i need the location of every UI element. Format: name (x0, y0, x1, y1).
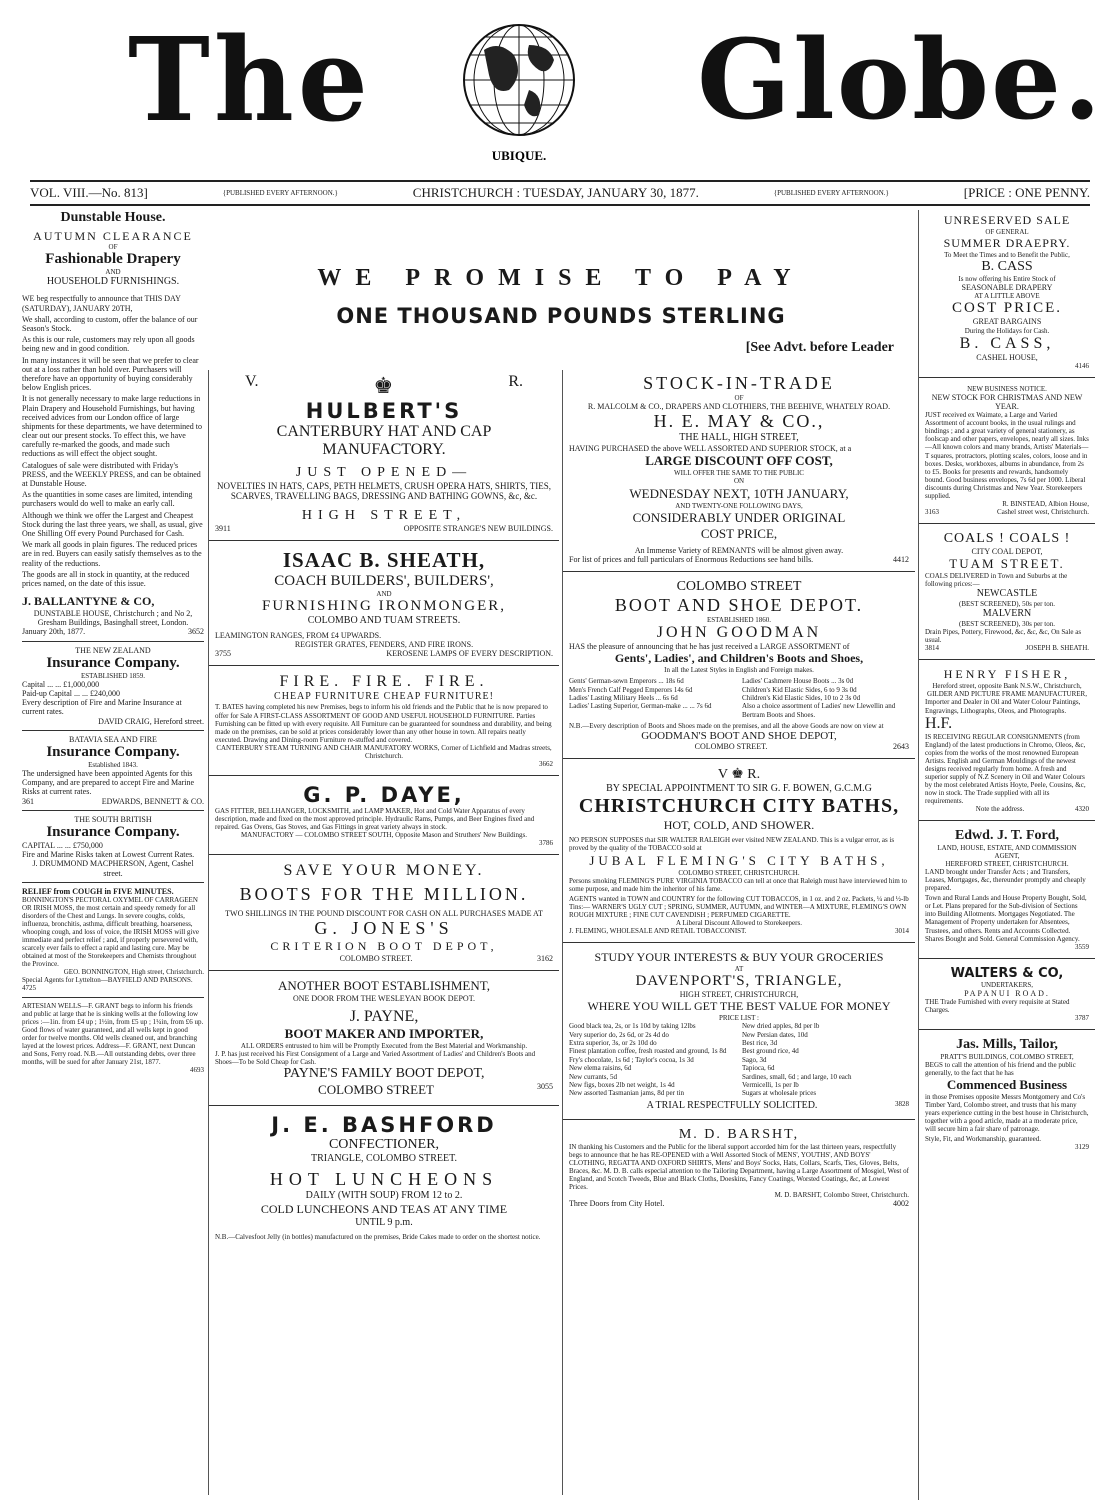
globe-icon (444, 15, 594, 165)
nz-established: ESTABLISHED 1859. (81, 671, 145, 680)
sheath-line: LEAMINGTON RANGES, FROM £4 UPWARDS. (215, 630, 382, 640)
batavia-body: The undersigned have been appointed Agents for this Company, and are prepared to accept Fire and Marine Risks at current rates. (22, 769, 195, 797)
south-british-heading: THE SOUTH BRITISH (74, 814, 152, 824)
payne-title: J. PAYNE, (349, 1007, 419, 1025)
daye-body: GAS FITTER, BELLHANGER, LOCKSMITH, and LAMP MAKER, Hot and Cold Water Apparatus of every description, made and fixed on the most approved principle. Hydraulic Rams, Pumps, and Beer Engines fixed and repaired. Gas Ovens, Gas Stoves, and Gas Fittings in great variety always in stock. (215, 806, 535, 831)
hot-luncheons: HOT LUNCHEONS (269, 1168, 499, 1189)
published-note: {PUBLISHED EVERY AFTERNOON.} (222, 188, 338, 197)
cough-agent: GEO. BONNINGTON, High street, Christchurch. (63, 968, 204, 977)
grocery-item: Vermicelli, 1s per lb (742, 1080, 799, 1089)
hulbert-subtitle: CANTERBURY HAT AND CAP MANUFACTORY. (276, 423, 492, 458)
ford-title: Edwd. J. T. Ford, (954, 828, 1060, 844)
cough-body: BONNINGTON'S PECTORAL OXYMEL OF CARRAGEEN OR IRISH MOSS, the most certain and speedy remedy for all disorders of the Chest and Lungs. In severe coughs, colds, influenza, bronchitis, asthma, difficult breathing, hoarseness, whooping cough, and loss of voice, the IRISH MOSS will give immediate and perfect relief ; and, if properly persevered with, scarcely ever fails to effect a rapid and lasting cure. May be obtained at most of the Storekeepers and Chemists throughout the Province. (22, 895, 199, 969)
at-label: AT (734, 964, 744, 973)
boots-million: BOOTS FOR THE MILLION. (239, 884, 529, 905)
goodman-title: JOHN GOODMAN (656, 623, 822, 641)
volume: VOL. VIII.—No. 813] (30, 185, 148, 200)
just-opened: JUST OPENED— (295, 465, 473, 480)
fleming-sig: J. FLEMING, WHOLESALE AND RETAIL TOBACCONIST. (569, 926, 747, 935)
grocery-item: Sugars at wholesale prices (742, 1089, 817, 1098)
price-item: Children's Kid Elastic Sides, 10 to 2 3s 0d (742, 694, 861, 702)
batavia-title: Insurance Company. (46, 744, 180, 761)
fire-sub: CHEAP FURNITURE CHEAP FURNITURE! (274, 691, 494, 703)
seasonable-drapery: SEASONABLE DRAPERY (961, 283, 1053, 293)
drain-pipes: Drain Pipes, Pottery, Firewood, &c, &c, &c, On Sale as usual. (925, 628, 1082, 645)
malvern: MALVERN (982, 608, 1032, 620)
may-address: THE HALL, HIGH STREET, (679, 432, 799, 444)
commenced-business: Commenced Business (946, 1077, 1068, 1093)
body-para: As the quantities in some cases are limited, intending purchasers would do well to make an early call. (22, 490, 193, 509)
barsht-title: M. D. BARSHT, (678, 1126, 800, 1142)
motto: UBIQUE. (491, 148, 547, 163)
tuam-street: TUAM STREET. (949, 556, 1065, 572)
mills-body: BEGS to call the attention of his friend and the public generally, to the fact that he has (925, 1061, 1076, 1078)
body-para: WE beg respectfully to announce that THIS DAY (SATURDAY), JANUARY 20TH, (22, 294, 181, 313)
grocery-item: Good black tea, 2s, or 1s 10d by taking 12lbs (569, 1022, 696, 1031)
new-stock: NEW STOCK FOR CHRISTMAS AND NEW YEAR. (931, 392, 1083, 412)
price-list: PRICE LIST : (719, 1014, 759, 1023)
ford-address: HEREFORD STREET, CHRISTCHURCH. (945, 860, 1069, 869)
may-body: HAVING PURCHASED the above WELL ASSORTED AND SUPERIOR STOCK, at a (569, 444, 852, 454)
sheath-subtitle: COACH BUILDERS', BUILDERS', (274, 572, 494, 589)
dateline (30, 180, 1090, 206)
boot-shoe-depot: BOOT AND SHOE DEPOT. (614, 594, 864, 615)
fisher-body: Importer and Dealer in Oil and Water Colour Paintings, Engravings, Lithographs, Oleos, and Photographs. (925, 698, 1081, 715)
batavia-heading: BATAVIA SEA AND FIRE (69, 734, 157, 744)
grocery-item: New currants, 5d (569, 1072, 618, 1081)
another-boot: ANOTHER BOOT ESTABLISHMENT, (278, 978, 490, 994)
south-british-title: Insurance Company. (46, 824, 180, 841)
dunstable-body (22, 294, 204, 588)
grocery-item: Tapioca, 6d (742, 1064, 775, 1073)
grocery-item: New dried apples, 8d per lb (742, 1022, 820, 1031)
payne-address: COLOMBO STREET (318, 1081, 434, 1097)
nz-agent: DAVID CRAIG, Hereford street. (98, 716, 204, 726)
mills-title: Jas. Mills, Tailor, (956, 1037, 1058, 1053)
ad-number: 3786 (539, 839, 553, 848)
walters-title: WALTERS & CO, (950, 965, 1064, 981)
cass-title: B. CASS (981, 259, 1033, 275)
body-para: In many instances it will be seen that we prefer to clear out at a loss rather than hold over. Purchasers will therefore have an opportunity of buying considerably below English prices. (22, 355, 199, 393)
pratt-buildings: PRATT'S BUILDINGS, COLOMBO STREET, (940, 1053, 1074, 1062)
royal-arms-icon: ♚ (373, 373, 394, 398)
davenport-title: DAVENPORT'S, TRIANGLE, (635, 972, 843, 989)
of-label: OF (734, 394, 744, 402)
ford-body2: Town and Rural Lands and House Property Bought, Sold, or Let. Plans prepared for the Sub-division of Sections into Building Allotments. Mortgages Negotiated. The Management of Property undertaken for Absentees, Trustees, and others. Rents and Accounts Collected. Shares Bought and Sold. General Commission Agency. (925, 894, 1087, 943)
nz-heading: THE NEW ZEALAND (75, 645, 151, 655)
cough-agents-lyttelton: Special Agents for Lyttelton—BAYFIELD AND PARSONS. (22, 976, 193, 985)
price-item: Children's Kid Elastic Sides, 6 to 9 3s 0d (742, 685, 857, 694)
ad-number: 3652 (188, 627, 204, 637)
fire-works: CANTERBURY STEAM TURNING AND CHAIR MANUFATORY WORKS, Corner of Lichfield and Madras streets, Christchurch. (216, 743, 552, 760)
boots-body: TWO SHILLINGS IN THE POUND DISCOUNT FOR CASH ON ALL PURCHASES MADE AT (225, 909, 543, 919)
nz-title: Insurance Company. (46, 654, 180, 671)
save-money: SAVE YOUR MONEY. (283, 862, 485, 880)
criterion-boot-depot: CRITERION BOOT DEPOT, (270, 939, 498, 954)
sheath-line: REGISTER GRATES, FENDERS, AND FIRE IRONS. (294, 640, 474, 650)
hf-body: IS RECEIVING REGULAR CONSIGNMENTS (from England) of the latest productions in Chromo, Oleos, &c, copies from the works of the most renowned European Artists. English and German Mouldings of the newest designs received regularly from home. A fresh and superior supply of N.Z Scenery in Oil and Water Colours by the most celebrated Artists Hoyte, Peele, Cousins, &c, now in stock. The Trade supplied with all its requirements. (925, 732, 1086, 805)
goodman-nb: N.B.—Every description of Boots and Shoes made on the premises, and all the above Goods are now on view at (569, 722, 884, 731)
new-business: NEW BUSINESS NOTICE. (967, 384, 1047, 393)
agents-wanted: AGENTS wanted in TOWN and COUNTRY for the following CUT TOBACCOS, in 1 oz. and 2 oz. Packets, ¼ and ½-lb Tins:— WARNER'S UGLY CUT ; SPRING, SUMMER, AUTUMN, and WINTER—A MIXTURE, FLEMING'S OWN ROUGH MIXTURE ; FINE CUT CAVENDISH ; PERFUMED CIGARETTE. (569, 894, 909, 919)
hulbert-title: HULBERT'S (305, 399, 463, 423)
gents-ladies: Gents', Ladies', and Children's Boots and Shoes, (614, 651, 864, 666)
baths-sub: HOT, COLD, AND SHOWER. (663, 818, 815, 833)
batavia-established: Established 1843. (88, 761, 138, 770)
ad-number: 4412 (893, 554, 909, 564)
promise-line3: [See Advt. before Leader (745, 340, 894, 355)
ad-number: 3163 (925, 507, 939, 516)
bashford-sub: CONFECTIONER, (328, 1136, 440, 1152)
fisher-note: Note the address. (975, 805, 1025, 813)
household-furnishings: HOUSEHOLD FURNISHINGS. (46, 276, 180, 288)
artesian-wells-body: ARTESIAN WELLS—F. GRANT begs to inform his friends and public at large that he is sinking wells at the following low prices :—1in. from £4 up ; 1½in, from £5 up ; 1¼in, from £6 up. Good flows of water guaranteed, and all wells kept in good order for twelve months. Old wells cleaned out, and branching layed at the lowest prices. Address—F. GRANT, next Duncan and Sons, Ferry road. N.B.—All outstanding debts, over three months, will be sued for after January 21st, 1877. (22, 1001, 204, 1066)
ad-number: 3162 (537, 954, 553, 964)
price-item: Also a choice assortment of Ladies' new Llewellin and Bertram Boots and Shoes. (742, 702, 896, 719)
body-para: It is not generally necessary to make large reductions in Plain Drapery and Household Furnishings, but having received advices from our London office of large shipments for these departments, we have determined to clear out our present stocks. To effect this, we have carefully re-marked the goods, and made such reductions as will effect the object sought. (22, 394, 202, 459)
hulbert-body: NOVELTIES IN HATS, CAPS, PETH HELMETS, CRUSH OPERA HATS, SHIRTS, TIES, SCARVES, TRAVELLING BAGS, DRESSING AND BATHING GOWNS, &c, &c. (216, 481, 551, 502)
and-label: AND (376, 589, 392, 598)
price-item: Gents' German-sewn Emperors ... 18s 6d (569, 677, 684, 686)
great-bargains: GREAT BARGAINS (972, 317, 1042, 327)
masthead-the: The (128, 11, 372, 148)
fisher-gilder: GILDER AND PICTURE FRAME MANUFACTURER, (927, 690, 1087, 699)
coals-title: COALS ! COALS ! (943, 530, 1071, 546)
wednesday-next: WEDNESDAY NEXT, 10TH JANUARY, (629, 485, 849, 501)
payne-depot: PAYNE'S FAMILY BOOT DEPOT, (283, 1065, 485, 1081)
cost-price: COST PRICE, (700, 525, 778, 541)
of-general: OF GENERAL (985, 228, 1029, 236)
summer-drapery: SUMMER DRAEPRY. (943, 236, 1071, 251)
promise-line1: WE PROMISE TO PAY (317, 265, 805, 291)
binstead-sig: R. BINSTEAD, Albion House, (1002, 499, 1089, 508)
papanui-road: PAPANUI ROAD. (964, 988, 1050, 998)
ford-sub: LAND, HOUSE, ESTATE, AND COMMISSION AGENT, (937, 844, 1077, 861)
on-label: ON (733, 477, 745, 486)
jubal-fleming: JUBAL FLEMING'S CITY BATHS, (589, 852, 889, 868)
special-appointment: BY SPECIAL APPOINTMENT TO SIR G. F. BOWEN, G.C.M.G (606, 783, 872, 795)
ad-number: 3911 (215, 523, 231, 533)
cost-price: COST PRICE. (951, 300, 1063, 317)
payne-body: ALL ORDERS entrusted to him will be Promptly Executed from the Best Material and Workmanship. (240, 1041, 528, 1050)
dunstable-title: Dunstable House. (60, 210, 166, 225)
hot-sub: DAILY (WITH SOUP) FROM 12 to 2. (305, 1189, 463, 1201)
study-interests: STUDY YOUR INTERESTS & BUY YOUR GROCERIES (594, 949, 884, 964)
grocery-item: Sago, 3d (742, 1055, 767, 1064)
grocery-item: Extra superior, 3s, or 2s 10d do (569, 1038, 657, 1047)
remnants-note: For list of prices and full particulars of Enormous Reductions see hand bills. (569, 554, 814, 564)
masthead (0, 0, 1114, 180)
ad-number: 3787 (1075, 1013, 1089, 1022)
may-will: WILL OFFER THE SAME TO THE PUBLIC (674, 469, 804, 478)
high-street: HIGH STREET, (301, 507, 467, 523)
may-title: H. E. MAY & CO., (653, 411, 825, 432)
sheath-address: COLOMBO AND TUAM STREETS. (307, 614, 461, 626)
grocery-item: New Persian dates, 10d (742, 1030, 808, 1039)
where-value: WHERE YOU WILL GET THE BEST VALUE FOR MONEY (587, 999, 891, 1014)
grocery-item: Very superior do, 2s 6d, or 2s 4d do (569, 1030, 669, 1039)
newcastle-price: (BEST SCREENED), 50s per ton. (959, 600, 1055, 609)
ad-number: 4693 (190, 1065, 204, 1074)
another-sub: ONE DOOR FROM THE WESLEYAN BOOK DEPOT. (292, 994, 475, 1004)
sheath-furnishing: FURNISHING IRONMONGER, (261, 597, 506, 614)
fire-heading: FIRE. FIRE. FIRE. (279, 673, 489, 691)
high-street-sub: OPPOSITE STRANGE'S NEW BUILDINGS. (403, 523, 553, 533)
cough-heading: RELIEF from COUGH in FIVE MINUTES. (22, 886, 174, 896)
batavia-agent: EDWARDS, BENNETT & CO. (101, 796, 204, 806)
newcastle: NEWCASTLE (976, 588, 1038, 600)
body-para: As this is our rule, customers may rely upon all goods being new and in good condition. (22, 335, 195, 354)
royal-arms-icon: V ♚ R. (717, 767, 761, 783)
little-above: AT A LITTLE ABOVE (974, 292, 1040, 301)
large-discount: LARGE DISCOUNT OFF COST, (645, 453, 833, 469)
style-guaranteed: Style, Fit, and Workmanship, guaranteed. (925, 1135, 1041, 1144)
daye-address: MANUFACTORY — COLOMBO STREET SOUTH, Opposite Mason and Struthers' New Buildings. (240, 831, 528, 839)
grocery-item: New figs, boxes 2lb net weight, 1s 4d (569, 1080, 675, 1089)
bashford-title: J. E. BASHFORD (271, 1112, 497, 1137)
ad-number: 3129 (1075, 1143, 1089, 1152)
mills-body2: in those Premises opposite Messrs Montgomery and Co's Timber Yard, Colombo street, and trusts that his many years experience cutting in the best house in Christchurch, together with a good article, made at a moderate price, will secure him a fair share of patronage. (925, 1093, 1089, 1134)
until-label: UNTIL 9 p.m. (355, 1216, 413, 1228)
barsht-doors: Three Doors from City Hotel. (569, 1199, 665, 1208)
remnants: An Immense Variety of REMNANTS will be almost given away. (634, 545, 844, 555)
price-item: Men's French Calf Pegged Emperors 14s 6d (569, 685, 693, 694)
south-british-agent: J. DRUMMOND MACPHERSON, Agent, Cashel street. (32, 859, 194, 878)
ad-number: 3814 (925, 644, 939, 653)
holidays: During the Holidays for Cash. (964, 326, 1050, 335)
undertakers: UNDERTAKERS, (980, 980, 1034, 989)
nz-capital: Capital ... ... £1,000,000 (22, 679, 100, 689)
body-para: Catalogues of sale were distributed with Friday's PRESS, and the WEEKLY PRESS, and can be obtained at Dunstable House. (22, 460, 201, 489)
nz-body: Every description of Fire and Marine Insurance at current rates. (22, 698, 182, 717)
grocery-item: New elema raisins, 6d (569, 1064, 632, 1073)
daye-title: G. P. DAYE, (303, 782, 465, 807)
price-item: Ladies' Lasting Military Heels ... 6s 6d (569, 694, 678, 702)
masthead-globe: Globe. (697, 15, 1104, 144)
south-british-body: Fire and Marine Risks taken at Lowest Current Rates. (22, 850, 195, 860)
barsht-body: IN thanking his Customers and the Public for the liberal support accorded him for the last thirteen years, respectfully begs to announce that he has RE-OPENED with a Well Assorted Stock of MENS', YOUTHS', AND BOYS' CLOTHING, REGATTA AND OXFORD SHIRTS, Mens' and Boys' Socks, Hats, Collars, Scarfs, Ties, Gloves, Belts, Braces, &c. M. D. B. calls especial attention to the Tailoring Department, having a Large Assortment of Mosgiel, West of England, and Scotch Tweeds, Blue and Black Cloths, Doeskins, Fancy Coatings, Worsted Coatings, &c, at Lowest Prices. (569, 1142, 909, 1191)
ballantyne-address: DUNSTABLE HOUSE, Christchurch ; and No 2, Gresham Buildings, Basinghall street, London. (33, 609, 193, 628)
jubal-address: COLOMBO STREET, CHRISTCHURCH. (678, 868, 800, 877)
column-3 (562, 370, 915, 1495)
jones-address: COLOMBO STREET. (339, 954, 413, 964)
binstead-address: Cashel street west, Christchurch. (997, 507, 1089, 516)
fire-body: T. BATES having completed his new Premises, begs to inform his old friends and the Public that he is now prepared to offer for Sale A FIRST-CLASS ASSORTMENT OF GOOD AND USEFUL HOUSEHOLD FURNITURE. Parties Furnishing can be fitted up with every requisite. All Furniture can be guaranteed for soundness and durability, and being made on the premises, can be sold at prices considerably lower than any other house in town. All repairs neatly executed. Drawing and Dining-room Furniture re-stuffed and covered. (215, 703, 552, 744)
autumn-clearance: AUTUMN CLEARANCE (33, 229, 193, 243)
column-1 (22, 210, 204, 1500)
unreserved-sale: UNRESERVED SALE (943, 213, 1071, 227)
cashel-house: CASHEL HOUSE, (976, 352, 1038, 362)
goodman-depot: GOODMAN'S BOOT AND SHOE DEPOT, (641, 730, 837, 743)
price: [PRICE : ONE PENNY. (963, 185, 1090, 200)
fashionable-drapery: Fashionable Drapery (45, 251, 181, 268)
vr-v: V. (245, 373, 259, 390)
promise-banner (208, 255, 914, 365)
body-para: The goods are all in stock in quantity, at the reduced prices named, on the date of this issue. (22, 569, 190, 588)
walters-body: THE Trade Furnished with every requisite at Stated Charges. (925, 997, 1070, 1014)
fisher-address: Hereford street, opposite Bank N.S.W., Christchurch, (932, 682, 1082, 691)
city-coal-depot: CITY COAL DEPOT, (971, 546, 1043, 556)
ballantyne-name: J. BALLANTYNE & CO, (22, 594, 155, 609)
trial-solicited: A TRIAL RESPECTFULLY SOLICITED. (646, 1099, 818, 1111)
coals-body: COALS DELIVERED in Town and Suburbs at the following prices:— (925, 572, 1068, 589)
ad-number: 4320 (1075, 805, 1089, 813)
body-para: We shall, according to custom, offer the balance of our Season's Stock. (22, 314, 198, 334)
meet-times: To Meet the Times and to Benefit the Public, (944, 251, 1070, 260)
latest-styles: In all the Latest Styles in English and Foreign makes. (664, 666, 814, 675)
goodman-body: HAS the pleasure of announcing that he has just received a LARGE ASSORTMENT of (569, 641, 850, 651)
liberal-discount: A Liberal Discount Allowed to Storekeepers. (676, 918, 802, 927)
published-note-2: {PUBLISHED EVERY AFTERNOON.} (773, 188, 889, 197)
grocery-item: Best ground rice, 4d (742, 1047, 799, 1056)
bashford-address: TRIANGLE, COLOMBO STREET. (311, 1152, 457, 1164)
city-baths: CHRISTCHURCH CITY BATHS, (578, 795, 900, 818)
column-4 (918, 210, 1095, 1500)
cass-name: B. CASS, (959, 334, 1055, 352)
colombo-street: COLOMBO STREET (676, 578, 802, 594)
ballantyne-date: January 20th, 1877. (22, 627, 86, 637)
body-para: Although we think we offer the Largest and Cheapest Stock during the last three years, we shall, as usual, give One Shilling Off every Pound Purchased for Cash. (22, 510, 203, 538)
coal-sig: JOSEPH B. SHEATH. (1025, 644, 1089, 653)
vr-r: R. (508, 373, 523, 390)
cass-body: Is now offering his Entire Stock of (958, 275, 1056, 284)
south-british-capital: CAPITAL ... ... £750,000 (22, 841, 103, 851)
ad-number: 3014 (895, 926, 909, 935)
may-and: AND TWENTY-ONE FOLLOWING DAYS, (675, 501, 803, 510)
body-para: We mark all goods in plain figures. The reduced prices are in red. Buyers can easily satisfy themselves as to the reality of the reductions. (22, 540, 202, 568)
jubal-body: Persons smoking FLEMING'S PURE VIRGINIA TOBACCO can tell at once that Raleigh must have interviewed him to some purpose, and made him the inheritor of his fame. (569, 876, 908, 893)
grocery-item: Best rice, 3d (742, 1038, 778, 1047)
ad-number: 4146 (1075, 361, 1089, 370)
goodman-address: COLOMBO STREET. (694, 742, 768, 752)
ad-number: 3559 (1075, 942, 1089, 951)
price-item: Ladies' Cashmere House Boots ... 3s 0d (742, 677, 854, 686)
new-stock-body: JUST received ex Waimate, a Large and Varied Assortment of account books, in the usual rulings and bindings ; and a great variety of general stationery, as foolscap and other papers, envelopes, nearly all sizes. Inks—All known colors and many brands, Artists' Materials—T squares, protractors, plotting scales, colors, loose and in boxes. Desks, workboxes, albums in abundance, from 2s to £5. Books for presents and rewards, handsomely bound. Good business envelopes, 7s 6d per 1000. Liberal discounts during Christmas and New Year. Storekeepers supplied. (925, 411, 1089, 500)
davenport-address: HIGH STREET, CHRISTCHURCH, (679, 989, 799, 999)
issue-date: CHRISTCHURCH : TUESDAY, JANUARY 30, 1877. (412, 185, 699, 200)
cold-luncheons: COLD LUNCHEONS AND TEAS AT ANY TIME (260, 1201, 508, 1216)
under-cost: CONSIDERABLY UNDER ORIGINAL (632, 509, 846, 525)
sheath-line: KEROSENE LAMPS OF EVERY DESCRIPTION. (386, 649, 553, 659)
grocery-item: Finest plantation coffee, fresh roasted and ground, 1s 8d (569, 1047, 727, 1056)
ad-number: 3828 (894, 1099, 909, 1108)
ad-number: 3055 (536, 1081, 553, 1091)
hf-initials: H.F. (925, 714, 953, 732)
ad-number: 3662 (539, 759, 553, 768)
column-2 (208, 370, 559, 1495)
grocery-item: Sardines, small, 6d ; and large, 10 each (742, 1072, 852, 1081)
established: ESTABLISHED 1860. (707, 615, 771, 624)
ad-number: 4002 (893, 1199, 909, 1208)
grocery-item: New assorted Tasmanian jams, 8d per tin (569, 1089, 685, 1098)
bashford-nb: N.B.—Calvesfoot Jelly (in bottles) manufactured on the premises, Bride Cakes made to order on the shortest notice. (215, 1232, 541, 1241)
ad-number: 2643 (893, 742, 909, 752)
fisher-title: HENRY FISHER, (943, 667, 1071, 682)
nz-paid-up: Paid-up Capital ... ... £240,000 (22, 689, 120, 699)
barsht-sig: M. D. BARSHT, Colombo Street, Christchurch. (774, 1190, 909, 1199)
payne-sub: BOOT MAKER AND IMPORTER, (284, 1025, 484, 1041)
price-item: Ladies' Lasting Superior, German-make ... ... 7s 6d (569, 702, 712, 711)
ford-body: LAND brought under Transfer Acts ; and Transfers, Leases, Mortgages, &c, thereunder promptly and cheaply prepared. (925, 868, 1086, 893)
payne-body2: J. P. has just received his First Consignment of a Large and Varied Assortment of Ladies' and Children's Boots and Shoes—To be Sold Cheap for Cash. (215, 1049, 536, 1066)
sheath-title: ISAAC B. SHEATH, (282, 547, 486, 572)
of-label: OF (108, 243, 118, 252)
raleigh-body: NO PERSON SUPPOSES that SIR WALTER RALEIGH ever visited NEW ZEALAND. This is a vulgar error, as is proved by the quality of the TOBACCO sold at (569, 836, 895, 853)
grocery-item: Fry's chocolate, 1s 6d ; Taylor's cocoa, 1s 3d (569, 1055, 694, 1064)
ad-number: 361 (22, 796, 34, 806)
promise-line2: ONE THOUSAND POUNDS STERLING (336, 304, 786, 328)
stock-in-trade: STOCK-IN-TRADE (643, 373, 835, 393)
stock-sub: R. MALCOLM & CO., DRAPERS AND CLOTHIERS, THE BEEHIVE, WHATELY ROAD. (587, 402, 891, 412)
malvern-price: (BEST SCREENED), 30s per ton. (959, 620, 1055, 629)
jones-title: G. JONES'S (314, 918, 454, 939)
and-label: AND (105, 268, 121, 277)
ad-number: 4725 (22, 984, 36, 993)
ad-number: 3755 (215, 649, 231, 659)
